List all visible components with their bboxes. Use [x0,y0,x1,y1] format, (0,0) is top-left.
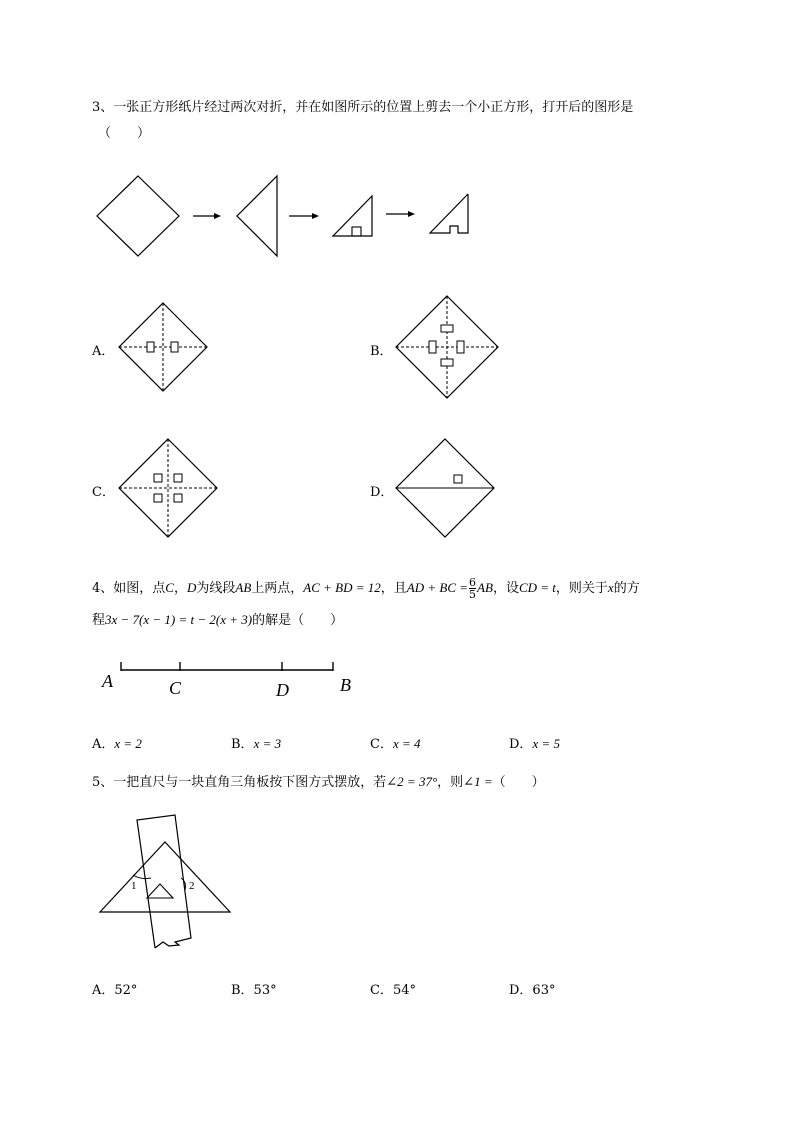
q4-label-a: A [102,671,113,691]
q4-option-d-label: D． [509,737,533,752]
q4-option-b[interactable] [231,733,281,752]
q3-option-d-figure[interactable] [395,438,495,538]
q5-stem [92,773,545,792]
q4-equation-2a: AD + BC = [406,580,469,595]
arrow-2 [289,213,319,219]
angle-1-label: 1 [131,880,137,892]
q5-text-prefix: 5、一把直尺与一块直角三角板按下图方式摆放，若 [92,775,387,790]
q4-option-a[interactable] [92,733,142,752]
q4-point-c: C [165,580,174,595]
q3-answer-bracket: （ ） [98,126,151,141]
q4-option-a-value: x = 2 [114,736,142,751]
set-square-inner-hole [147,884,173,898]
q3-option-c-figure[interactable] [118,438,218,538]
cut-triangle [430,194,468,233]
q3-option-d-label[interactable]: D． [370,485,394,500]
q5-equation-1: ∠2 = 37° [386,774,438,789]
q4-label-d: D [276,680,289,700]
q4-text-mid3: ，且 [380,581,407,596]
q5-option-c[interactable]: C．54° [370,983,416,998]
q4-option-b-label: B． [231,737,254,752]
q3-option-a-figure[interactable] [118,302,208,392]
q3-option-c-label[interactable]: C． [92,485,115,500]
q4-variable-x: x [607,580,614,595]
cut-square-mark [352,227,361,236]
q4-text-prefix: 4、如图，点 [92,581,166,596]
q4-text-end1: 的方 [613,581,640,596]
q5-option-a[interactable]: A．52° [92,983,138,998]
q5-equation-2: ∠1 = [463,774,493,789]
q4-option-d-value: x = 5 [532,736,560,751]
q4-label-b: B [340,675,351,695]
q4-fraction [469,577,476,600]
q5-option-b[interactable]: B．53° [231,983,277,998]
set-square [100,842,230,912]
angle-2-label: 2 [189,880,195,892]
q4-equation-4: 3x − 7(x − 1) = t − 2(x + 3) [105,612,253,627]
q4-text-line2-prefix: 程 [92,613,106,628]
q4-comma: ， [173,581,187,596]
q4-option-c[interactable] [370,733,421,752]
arrow-3 [386,211,415,217]
q4-text-mid1: 为线段 [196,581,236,596]
q3-folding-figure [90,170,490,265]
q4-equation-2b: AB [477,580,493,595]
q4-equation-1: AC + BD = 12 [303,580,381,595]
q3-option-b-label[interactable]: B． [370,344,393,359]
q4-fraction-num: 6 [469,576,477,589]
q4-option-d[interactable] [509,733,560,752]
q3-option-a-label[interactable]: A． [92,344,115,359]
ruler [137,815,191,948]
q4-label-c: C [169,678,182,698]
q3-option-b-figure[interactable] [395,295,499,399]
q4-equation-3: CD = t [518,580,556,595]
arrow-1 [193,213,221,219]
q3-stem-line1: 3、一张正方形纸片经过两次对折，并在如图所示的位置上剪去一个小正方形，打开后的图形是 [92,100,634,115]
q4-option-c-value: x = 4 [392,736,421,751]
full-square [97,176,179,256]
q4-segment-figure [115,658,340,678]
q4-segment-ab: AB [235,580,252,595]
q4-text-mid4: ，设 [492,581,519,596]
q4-option-a-label: A． [92,737,115,752]
q4-stem-line1 [92,577,640,600]
q5-ruler-triangle-figure [95,812,235,952]
q4-point-d: D [186,580,197,595]
q5-text-mid: ，则 [437,775,464,790]
q4-text-mid5: ，则关于 [555,581,608,596]
q4-option-b-value: x = 3 [253,736,282,751]
angle-1-arc [133,875,151,879]
q5-option-d[interactable]: D．63° [509,983,556,998]
q5-text-suffix: （ ） [492,775,545,790]
half-fold-triangle [237,176,277,256]
q4-option-c-label: C． [370,737,393,752]
q4-fraction-den: 5 [469,588,477,601]
q4-text-line2-suffix: 的解是（ ） [252,613,344,628]
q4-stem-line2 [92,611,343,630]
q4-text-mid2: 上两点， [251,581,304,596]
